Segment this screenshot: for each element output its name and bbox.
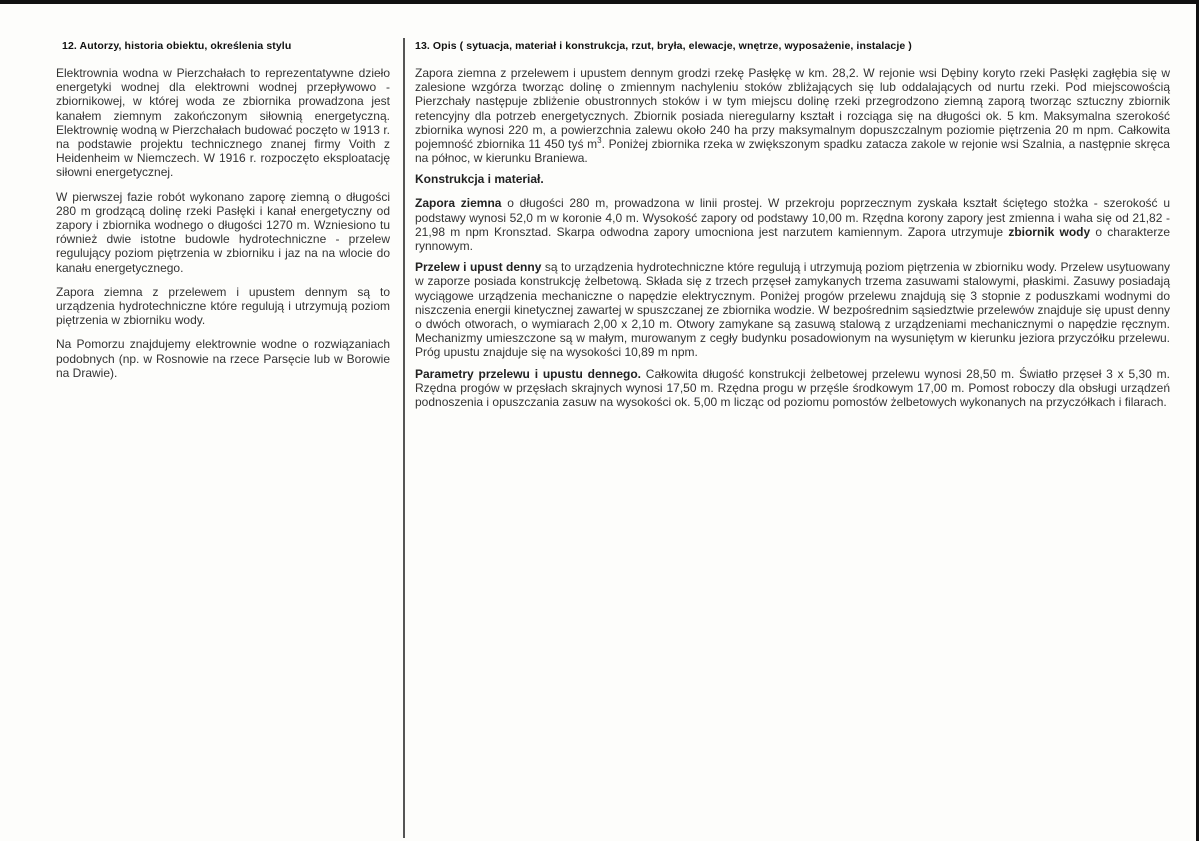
- left-section-heading: 12. Autorzy, historia obiektu, określenia stylu: [62, 40, 292, 52]
- cubic-superscript: 3: [597, 136, 602, 146]
- zapora-lead: Zapora ziemna: [415, 196, 502, 211]
- przelew-text: są to urządzenia hydrotechniczne które regulują i utrzymują poziom piętrzenia w zbiorniku wody. Przelew usytuowany w zaporze posiada konstrukcję żelbetową. Składa się z trzech przęseł zamykanych trzema zasuwami stalowymi, płaskimi. Zasuwy posiadają wyciągowe urządzenia mechaniczne o napędzie elektrycznym. Poniżej progów przelewu znajdują się 3 stopnie z poduszkami wodnymi do niszczenia energii kinetycznej zawartej w spuszczanej ze zbiornika wodzie. W bezpośrednim sąsiedztwie przelewów znajduje się upust denny o dwóch otworach, o wymiarach 2,00 x 2,10 m. Otwory zamykane są zasuwą stalową z urządzeniami mechanicznymi o napędzie ręcznym. Mechanizmy umieszczone są w małym, murowanym z cegły budynku posadowionym na wysuniętym w kierunku jeziora przyczółku przelewu. Próg upustu znajduje się na wysokości 10,89 m npm.: [415, 260, 1171, 360]
- column-divider: [403, 38, 405, 838]
- left-paragraph-2: W pierwszej fazie robót wykonano zaporę ziemną o długości 280 m grodzącą dolinę rzeki Pasłęki i kanał energetyczny od zapory i zbiornika wodnego o długości 1270 m. Wzniesiono tu również dwie istotne budowle hydrotechniczne - przelew regulujący poziom piętrzenia w zbiorniku i jaz na na wlocie do kanału energetycznego.: [56, 189, 390, 275]
- parametry-paragraph: [415, 367, 1170, 410]
- left-paragraph-4: Na Pomorzu znajdujemy elektrownie wodne o rozwiązaniach podobnych (np. w Rosnowie na rzece Parsęcie lub w Borowie na Drawie).: [56, 337, 390, 380]
- zapora-paragraph: [415, 196, 1170, 253]
- scan-border-top: [0, 0, 1199, 4]
- zapora-text-1: o długości 280 m, prowadzona w linii prostej. W przekroju poprzecznym zyskała kształt ściętego stożka - szerokość u podstawy wynosi 52,0 m w koronie 4,0 m. Wysokość zapory od podstawy 10,00 m. Rzędna korony zapory jest zmienna i waha się od 21,82 - 21,98 m npm Kronsztad. Skarpa odwodna zapory umocniona jest narzutem kamiennym. Zapora utrzymuje: [415, 196, 1170, 239]
- right-section-heading: 13. Opis ( sytuacja, materiał i konstrukcja, rzut, bryła, elewacje, wnętrze, wyposażenie, instalacje ): [415, 40, 912, 52]
- przelew-lead: Przelew i upust denny: [415, 260, 542, 275]
- parametry-text: Całkowita długość konstrukcji żelbetowej przelewu wynosi 28,50 m. Światło przęseł 3 x 5,30 m. Rzędna progów w przęsłach skrajnych wynosi 17,50 m. Rzędna progu w przęśle środkowym 17,00 m. Pomost roboczy dla obsługi urządzeń podnoszenia i opuszczania zasuw na wysokości ok. 5,00 m licząc od poziomu pomostów żelbetowych wykonanych na przyczółkach i filarach.: [415, 366, 1170, 410]
- intro-paragraph: [415, 66, 1170, 165]
- zbiornik-bold: zbiornik wody: [1008, 224, 1091, 239]
- parametry-lead: Parametry przelewu i upustu dennego.: [415, 366, 641, 381]
- intro-text: Zapora ziemna z przelewem i upustem dennym grodzi rzekę Pasłękę w km. 28,2. W rejonie wsi Dębiny koryto rzeki Pasłęki zagłębia się w zalesione wzgórza tworząc dolinę o zmiennym nachyleniu stoków zbliżających się lub oddalających od nurtu rzeki. Pod miejscowością Pierzchały następuje zbliżenie obustronnych stoków i w tym miejscu dolinę rzeki przegrodzono ziemną zaporą tworząc sztuczny zbiornik retencyjny dla potrzeb energetycznych. Zbiornik posiada nieregularny kształt i rozciąga się na długości ok. 5 km. Maksymalna szerokość zbiornika wynosi 220 m, a powierzchnia zalewu około 240 ha przy maksymalnym dopuszczalnym poziomie piętrzenia 20 m npm. Całkowita pojemność zbiornika 11 450 tyś m: [415, 66, 1170, 152]
- right-column: [415, 40, 1170, 416]
- intro-text-end: . Poniżej zbiornika rzeka w zwiększonym spadku zatacza zakole w rejonie wsi Szalnia, a następnie skręca na północ, w kierunku Braniewa.: [415, 137, 1170, 166]
- left-paragraph-3: Zapora ziemna z przelewem i upustem dennym są to urządzenia hydrotechniczne które regulują i utrzymują poziom piętrzenia w zbiorniku wody.: [56, 284, 390, 328]
- przelew-paragraph: [415, 260, 1170, 359]
- left-column: [56, 40, 390, 390]
- konstrukcja-title: Konstrukcja i materiał.: [415, 172, 544, 187]
- zapora-text-2: o charakterze rynnowym.: [415, 224, 1170, 254]
- left-paragraph-1: Elektrownia wodna w Pierzchałach to reprezentatywne dzieło energetyki wodnej dla elektrowni wodnej przepływowo - zbiornikowej, w której woda ze zbiornika prowadzona jest kanałem ziemnym zakończonym siłownią energetyczną. Elektrownię wodną w Pierzchałach budować poczęto w 1913 r. na podstawie projektu technicznego znanej firmy Voith z Heidenheim w Niemczech. W 1916 r. rozpoczęto eksploatację siłowni energetycznej.: [56, 66, 390, 180]
